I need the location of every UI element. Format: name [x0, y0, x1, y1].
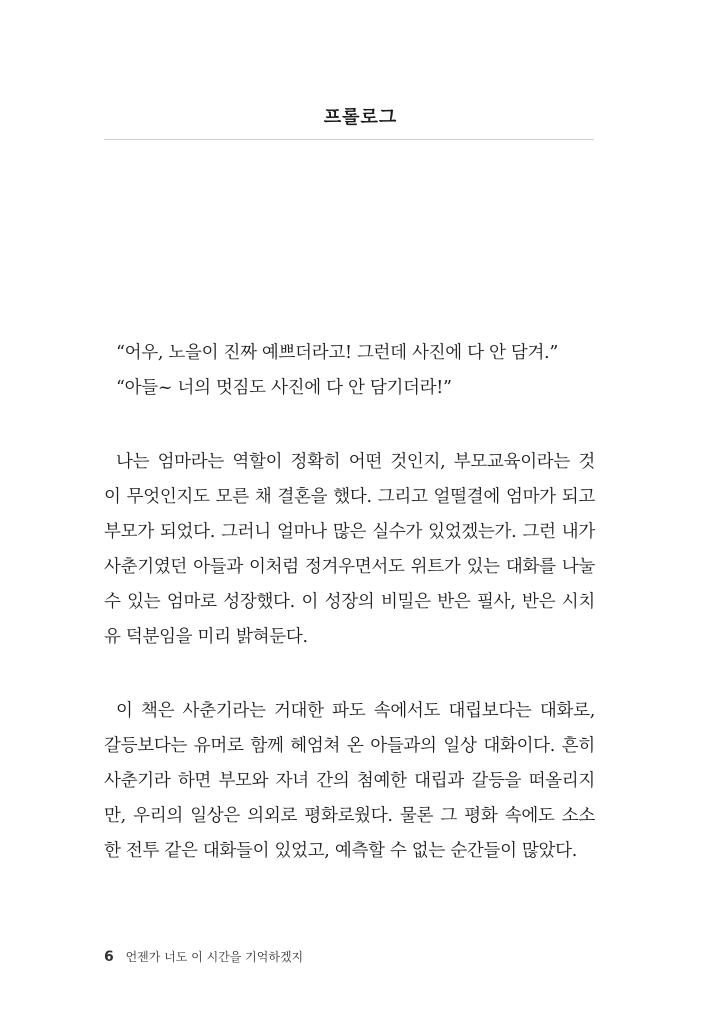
paragraph-line: 사춘기라 하면 부모와 자녀 간의 첨예한 대립과 갈등을 떠올리지 — [104, 771, 595, 791]
chapter-title: 프롤로그 — [323, 107, 398, 128]
paragraph-line: 유 덕분임을 미리 밝혀둔다. — [104, 627, 308, 647]
paragraph-line: 이 무엇인지도 모른 채 결혼을 했다. 그리고 얼떨결에 엄마가 되고 — [104, 487, 595, 507]
page-footer — [104, 948, 303, 965]
paragraph-line: 한 전투 같은 대화들이 있었고, 예측할 수 없는 순간들이 많았다. — [104, 841, 578, 861]
paragraph-line: 사춘기였던 아들과 이처럼 정겨우면서도 위트가 있는 대화를 나눌 — [104, 557, 595, 577]
paragraph-line: 수 있는 엄마로 성장했다. 이 성장의 비밀은 반은 필사, 반은 시치 — [104, 592, 595, 612]
paragraph-line: 부모가 되었다. 그러니 얼마나 많은 실수가 있었겠는가. 그런 내가 — [104, 522, 595, 542]
dialogue-line: “아들~ 너의 멋짐도 사진에 다 안 담기더라!” — [116, 378, 452, 398]
running-title: 언젠가 너도 이 시간을 기억하겠지 — [125, 950, 304, 964]
paragraph-line: 나는 엄마라는 역할이 정확히 어떤 것인지, 부모교육이라는 것 — [116, 452, 595, 472]
page-number: 6 — [104, 949, 114, 965]
paragraph-line: 이 책은 사춘기라는 거대한 파도 속에서도 대립보다는 대화로, — [116, 701, 595, 721]
title-divider — [104, 139, 594, 140]
paragraph-line: 갈등보다는 유머로 함께 헤엄쳐 온 아들과의 일상 대화이다. 흔히 — [104, 736, 595, 756]
paragraph-line: 만, 우리의 일상은 의외로 평화로웠다. 물론 그 평화 속에도 소소 — [104, 806, 595, 826]
dialogue-line: “어우, 노을이 진짜 예쁘더라고! 그런데 사진에 다 안 담겨.” — [116, 343, 558, 363]
